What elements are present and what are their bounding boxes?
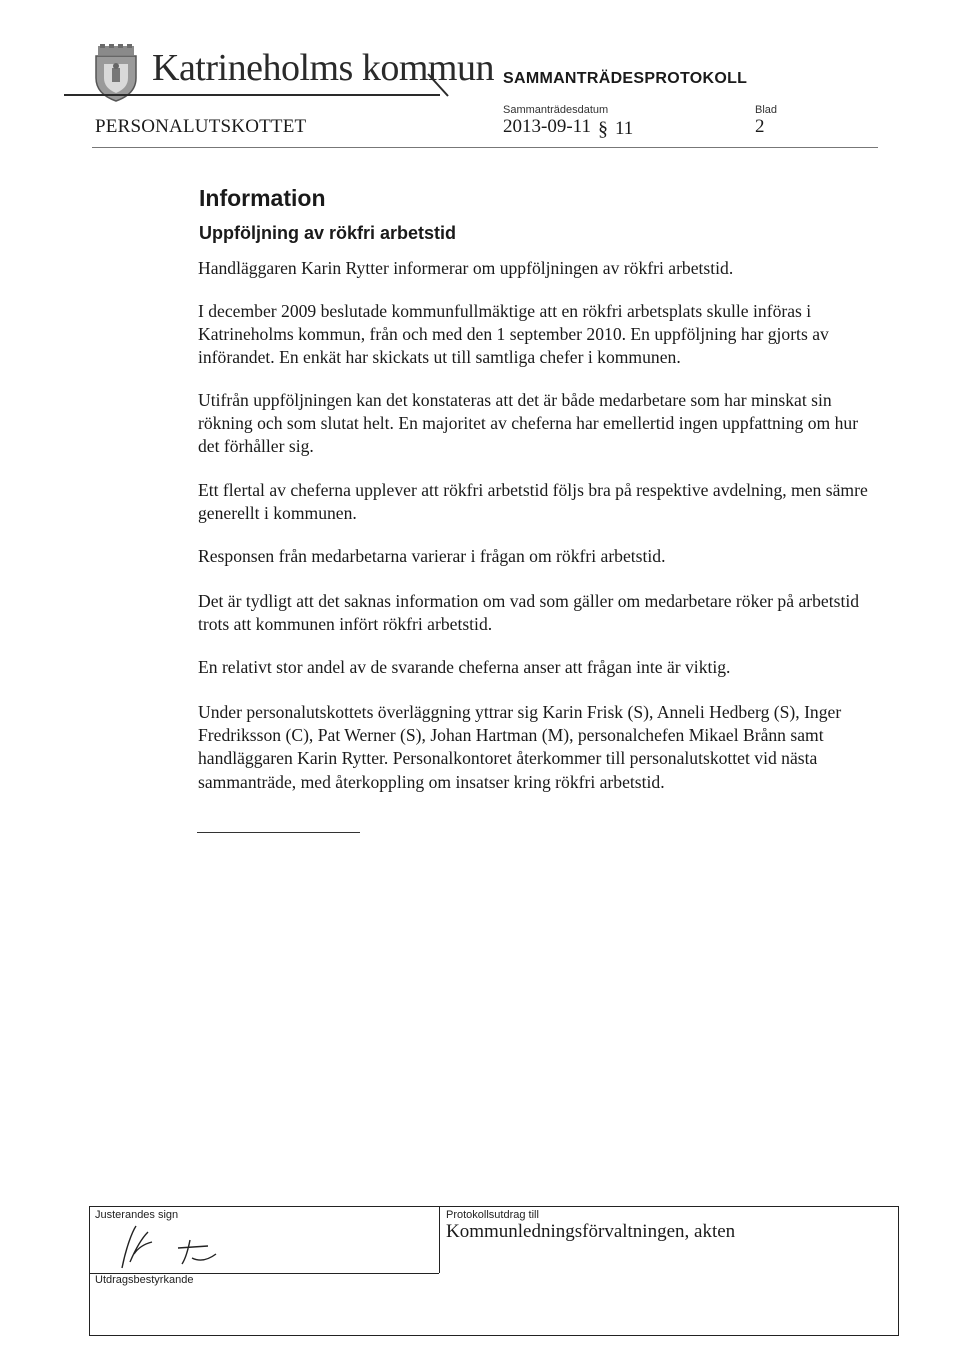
recipient-value: Kommunledningsförvaltningen, akten [446,1221,736,1242]
page-label: Blad [755,104,778,116]
section-number: 11 [615,118,634,139]
brand-underline [64,94,440,96]
paragraph: En relativt stor andel av de svarande cheferna anser att frågan inte är viktig. [198,657,731,677]
page-number: 2 [755,116,765,137]
organization-name: PERSONALUTSKOTTET [95,116,307,137]
meeting-date-label: Sammanträdesdatum [503,104,609,116]
handwritten-signatures [108,1218,238,1278]
section-sign: § [598,118,608,140]
footer-vertical-divider [439,1206,440,1273]
end-of-section-rule [197,832,360,833]
paragraph: Handläggaren Karin Rytter informerar om uppföljningen av rökfri arbetstid. [198,258,734,278]
section-heading: Information [199,185,326,211]
paragraph: Ett flertal av cheferna upplever att rökfri arbetstid följs bra på respektive avdelning, men sämre generellt i kommunen. [198,480,868,524]
sign-label: Justerandes sign [95,1209,179,1221]
brand-slash-mark [426,72,452,98]
paragraph: Det är tydligt att det saknas information om vad som gäller om medarbetare röker på arbetstid trots att kommunen infört rökfri arbetstid. [198,591,860,635]
recipient-label: Protokollsutdrag till [446,1209,539,1221]
meeting-date: 2013-09-11 [503,116,591,137]
paragraph: Utifrån uppföljningen kan det konstateras att det är både medarbetare som har minskat sin rökning och som slutat helt. En majoritet av cheferna har emellertid ingen uppfattning om hur det förhåller sig. [198,390,859,457]
document-type: SAMMANTRÄDESPROTOKOLL [503,70,748,87]
topic-heading: Uppföljning av rökfri arbetstid [199,223,457,243]
extract-certification-label: Utdragsbestyrkande [95,1274,194,1286]
paragraph: Responsen från medarbetarna varierar i frågan om rökfri arbetstid. [198,546,666,566]
paragraph: I december 2009 beslutade kommunfullmäktige att en rökfri arbetsplats skulle införas i Katrineholms kommun, från och med den 1 september 2010. En uppföljning har gjorts av införandet. En enkät har skickats ut till samtliga chefer i kommunen. [198,301,829,368]
header-divider [92,147,878,148]
paragraph: Under personalutskottets överläggning yttrar sig Karin Frisk (S), Anneli Hedberg (S), Inger Fredriksson (C), Pat Werner (S), Johan Hartman (M), personalchefen Mikael Brånn samt handläggaren Karin Rytter. Personalkontoret återkommer till personalutskottet vid nästa sammanträde, med återkoppling om insatser kring rökfri arbetstid. [198,702,842,792]
municipality-name: Katrineholms kommun [152,47,494,89]
